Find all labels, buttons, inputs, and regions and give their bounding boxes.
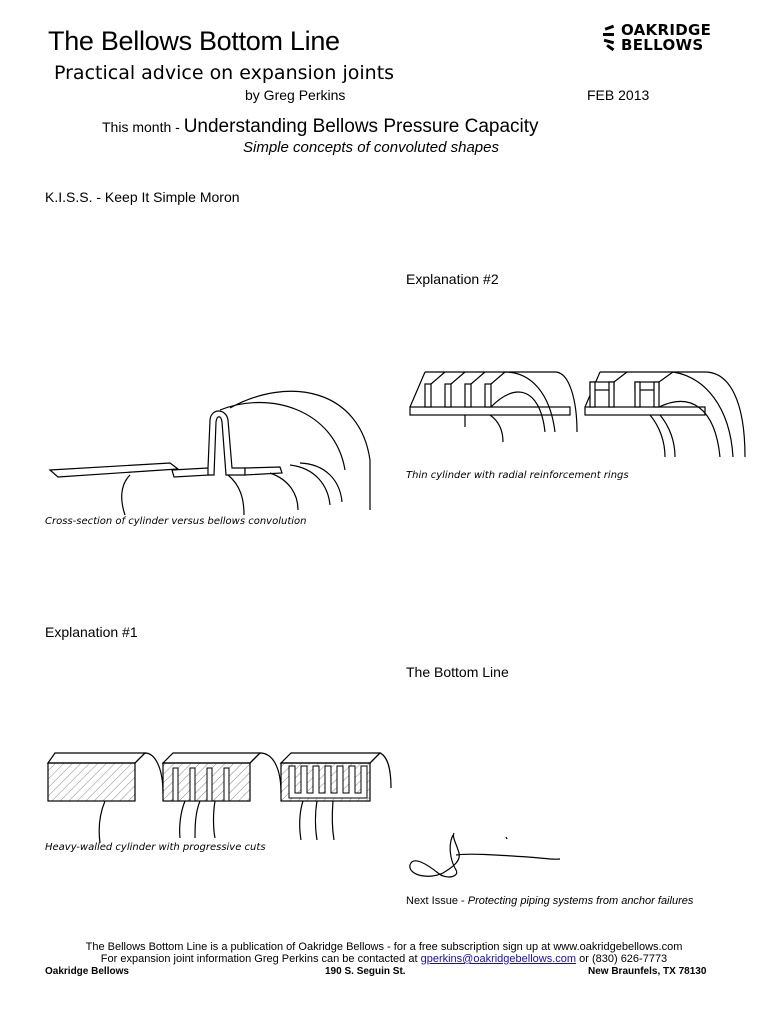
oakridge-logo	[603, 22, 723, 56]
newsletter-subtitle: Practical advice on expansion joints	[54, 62, 395, 84]
section-explanation-2: Explanation #2	[406, 271, 499, 287]
caption-figure-1: Cross-section of cylinder versus bellows convolution	[45, 516, 307, 527]
topic-prefix: This month -	[102, 119, 184, 135]
newsletter-title: The Bellows Bottom Line	[48, 26, 340, 56]
section-kiss: K.I.S.S. - Keep It Simple Moron	[45, 189, 240, 205]
logo-line-2: BELLOWS	[621, 36, 704, 54]
section-bottom-line: The Bottom Line	[406, 664, 509, 680]
byline: by Greg Perkins	[245, 87, 346, 103]
footer-contact-line	[0, 953, 768, 965]
next-issue-label: Next Issue -	[406, 895, 468, 907]
footer-city: New Braunfels, TX 78130	[588, 966, 707, 977]
next-issue	[406, 895, 693, 907]
figure-reinforcement-rings	[405, 362, 750, 467]
footer-email-link[interactable]: gperkins@oakridgebellows.com	[420, 953, 577, 965]
handwritten-signature	[408, 825, 568, 885]
footer-address: 190 S. Seguin St.	[325, 966, 406, 977]
footer-contact-suffix: or (830) 626-7773	[576, 953, 668, 965]
footer-company: Oakridge Bellows	[45, 966, 129, 977]
logo-mark-icon	[603, 22, 621, 56]
topic-heading	[102, 116, 539, 138]
figure-cylinder-vs-convolution	[40, 380, 390, 515]
caption-figure-3: Heavy-walled cylinder with progressive cuts	[45, 842, 266, 853]
caption-figure-2: Thin cylinder with radial reinforcement rings	[406, 470, 629, 481]
figure-progressive-cuts	[45, 748, 395, 843]
topic-title: Understanding Bellows Pressure Capacity	[183, 116, 539, 137]
section-explanation-1: Explanation #1	[45, 624, 138, 640]
next-issue-text: Protecting piping systems from anchor failures	[467, 895, 694, 907]
logo-line-1: OAKRIDGE	[621, 21, 712, 39]
footer-publication-line: The Bellows Bottom Line is a publication of Oakridge Bellows - for a free subscription sign up at www.oakridgebellows.com	[85, 941, 683, 953]
topic-tagline: Simple concepts of convoluted shapes	[243, 139, 499, 156]
footer-contact-prefix: For expansion joint information Greg Perkins can be contacted at	[100, 953, 421, 965]
issue-date: FEB 2013	[587, 87, 650, 103]
